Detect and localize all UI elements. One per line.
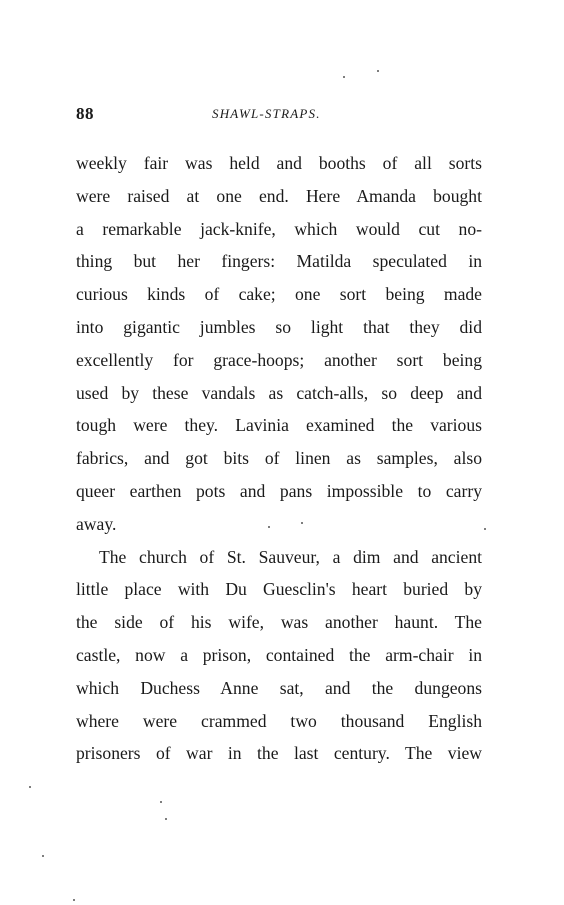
text-line: little place with Du Guesclin's heart buried by — [76, 579, 482, 600]
text-line: fabrics, and got bits of linen as samples, also — [76, 448, 482, 469]
body-text — [76, 147, 482, 770]
paragraph-1 — [76, 147, 482, 541]
scan-speck — [268, 526, 270, 528]
text-line: excellently for grace-hoops; another sort being — [76, 349, 482, 370]
scan-speck — [160, 801, 162, 803]
running-title: SHAWL-STRAPS. — [212, 106, 321, 121]
scan-speck — [42, 855, 44, 857]
scan-speck — [73, 899, 75, 901]
text-line: away. — [76, 513, 117, 534]
text-line: a remarkable jack-knife, which would cut no- — [76, 218, 482, 239]
scan-speck — [484, 528, 486, 530]
scan-speck — [343, 76, 345, 78]
page-header — [76, 104, 486, 126]
page-number: 88 — [76, 104, 94, 123]
text-line: which Duchess Anne sat, and the dungeons — [76, 677, 482, 698]
text-line: into gigantic jumbles so light that they did — [76, 316, 482, 337]
text-line: curious kinds of cake; one sort being made — [76, 284, 482, 305]
scan-speck — [165, 818, 167, 820]
text-line: tough were they. Lavinia examined the various — [76, 415, 482, 436]
scan-speck — [301, 522, 303, 524]
paragraph-2 — [76, 541, 482, 771]
text-line: thing but her fingers: Matilda speculated in — [76, 251, 482, 272]
text-line: The church of St. Sauveur, a dim and ancient — [99, 546, 482, 567]
text-line: where were crammed two thousand English — [76, 710, 482, 731]
text-line: the side of his wife, was another haunt. The — [76, 612, 482, 633]
scan-speck — [29, 786, 31, 788]
text-line: weekly fair was held and booths of all sorts — [76, 153, 482, 173]
text-line: were raised at one end. Here Amanda bought — [76, 185, 482, 206]
text-line: queer earthen pots and pans impossible to carry — [76, 480, 482, 501]
text-line: castle, now a prison, contained the arm-chair in — [76, 644, 482, 665]
scan-speck — [377, 70, 379, 72]
text-line: prisoners of war in the last century. The view — [76, 743, 482, 764]
text-line: used by these vandals as catch-alls, so deep and — [76, 382, 482, 403]
